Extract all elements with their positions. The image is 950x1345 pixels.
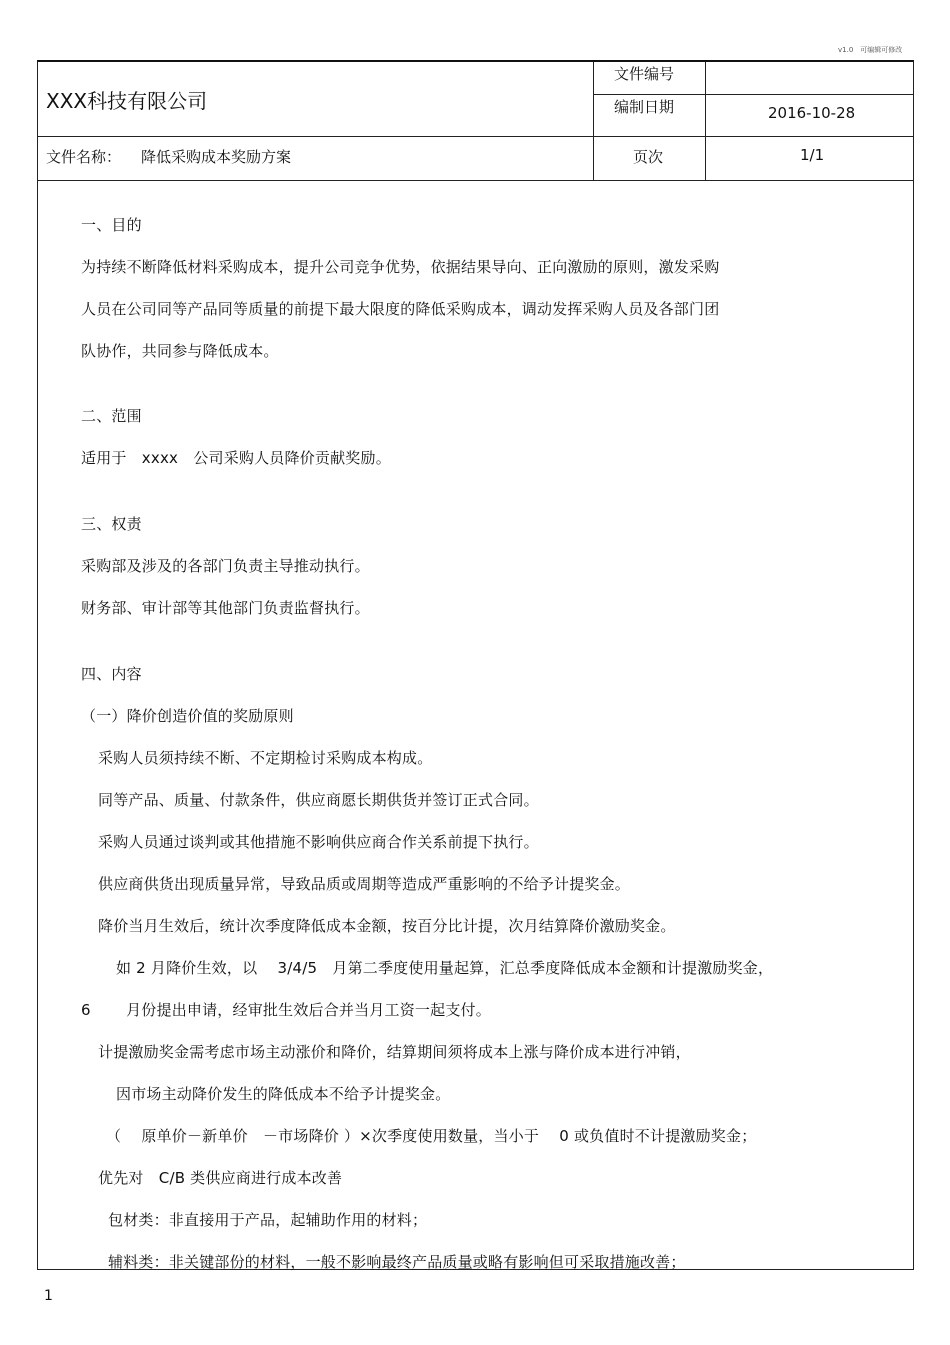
doc-number-label: 文件编号 (614, 65, 675, 83)
page-label: 页次 (633, 148, 664, 166)
body-text-line: 辅料类：非关键部份的材料，一般不影响最终产品质量或略有影响但可采取措施改善； (108, 1253, 686, 1271)
body-text-line: 采购人员须持续不断、不定期检讨采购成本构成。 (98, 749, 433, 767)
body-text-line: 供应商供货出现质量异常，导致品质或周期等造成严重影响的不给予计提奖金。 (98, 875, 631, 893)
body-text-line: 因市场主动降价发生的降低成本不给予计提奖金。 (116, 1085, 451, 1103)
company-name: XXX科技有限公司 (46, 89, 208, 113)
body-text-line: 同等产品、质量、付款条件，供应商愿长期供货并签订正式合同。 (98, 791, 539, 809)
body-text-line: 如 2 月降价生效，以 3/4/5 月第二季度使用量起算，汇总季度降低成本金额和计提激励奖金， (116, 959, 774, 977)
doc-name-label: 文件名称： (46, 148, 122, 166)
section-heading: 四、内容 (81, 665, 142, 683)
version-note: v1.0 可编辑可修改 (838, 46, 903, 54)
doc-name-value: 降低采购成本奖励方案 (141, 148, 292, 166)
body-text-line: 计提激励奖金需考虑市场主动涨价和降价，结算期间须将成本上涨与降价成本进行冲销， (98, 1043, 691, 1061)
section-heading: 三、权责 (81, 515, 142, 533)
body-text-line: 为持续不断降低材料采购成本，提升公司竞争优势，依据结果导向、正向激励的原则，激发采购 (81, 258, 720, 276)
body-text-line: 队协作，共同参与降低成本。 (81, 342, 279, 360)
body-text-line: 优先对 C/B 类供应商进行成本改善 (98, 1169, 343, 1187)
body-text-line: 包材类：非直接用于产品，起辅助作用的材料； (108, 1211, 428, 1229)
date-label: 编制日期 (614, 98, 675, 116)
body-text-line: 降价当月生效后，统计次季度降低成本金额，按百分比计提，次月结算降价激励奖金。 (98, 917, 676, 935)
body-text-line: 人员在公司同等产品同等质量的前提下最大限度的降低采购成本，调动发挥采购人员及各部门团 (81, 300, 720, 318)
section-heading: 二、范围 (81, 407, 142, 425)
date-value: 2016-10-28 (768, 104, 856, 122)
page-number: 1 (44, 1288, 53, 1304)
body-text-line: 采购人员通过谈判或其他措施不影响供应商合作关系前提下执行。 (98, 833, 539, 851)
body-text-line: 适用于 xxxx 公司采购人员降价贡献奖励。 (81, 449, 391, 467)
header-table (38, 62, 913, 181)
body-text-line: 采购部及涉及的各部门负责主导推动执行。 (81, 557, 370, 575)
body-text-line: 6 月份提出申请，经审批生效后合并当月工资一起支付。 (81, 1001, 491, 1019)
formula-line: （ 原单价－新单价 －市场降价 ）×次季度使用数量，当小于 0 或负值时不计提激励奖金； (106, 1127, 757, 1145)
document-page (37, 60, 914, 1270)
subsection-heading: （一）降价创造价值的奖励原则 (81, 707, 294, 725)
page-value: 1/1 (800, 146, 825, 164)
section-heading: 一、目的 (81, 216, 142, 234)
body-text-line: 财务部、审计部等其他部门负责监督执行。 (81, 599, 370, 617)
